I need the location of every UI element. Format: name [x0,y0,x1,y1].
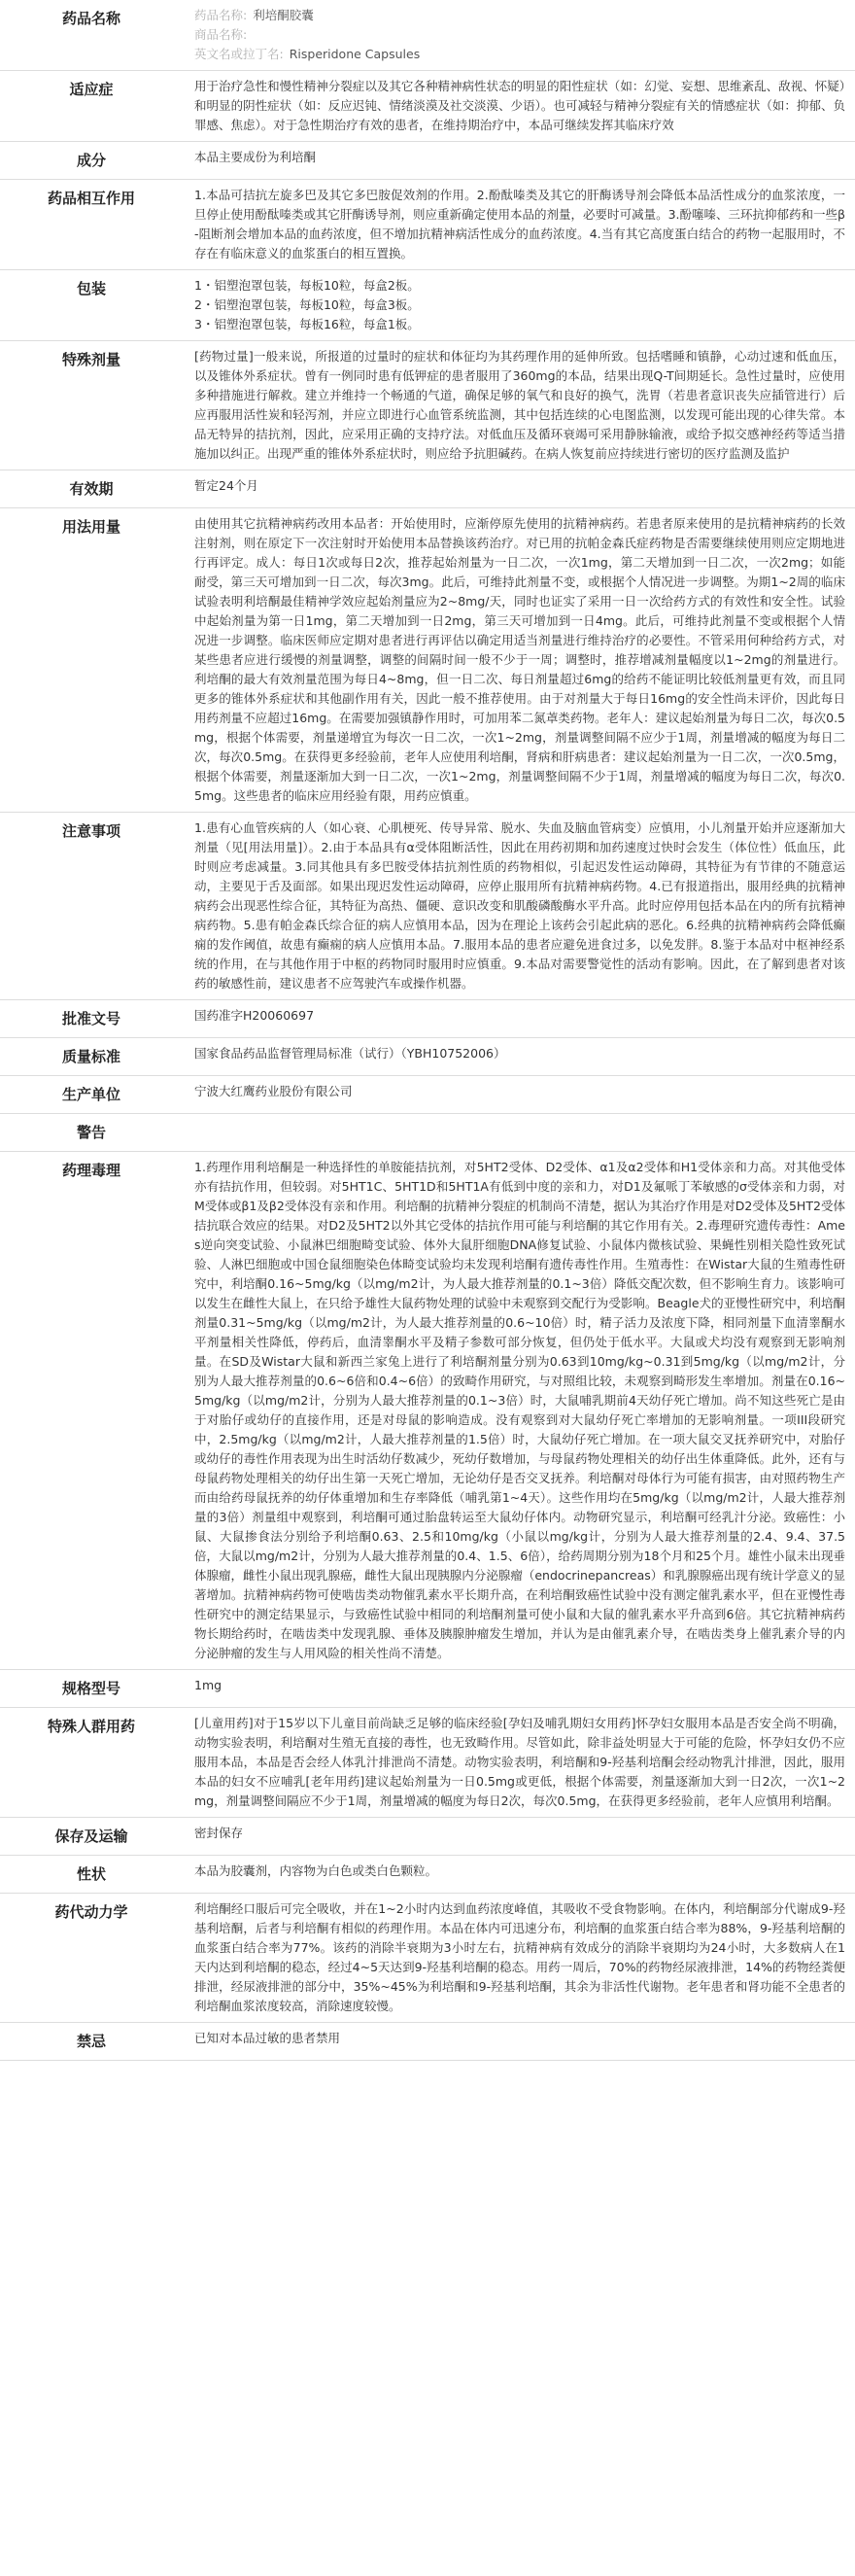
generic-name-label: 药品名称: [194,8,248,22]
manufacturer-text: 宁波大红鹰药业股份有限公司 [183,1076,855,1114]
row-precautions [0,813,855,1000]
row-label: 药品名称 [0,0,183,71]
row-ingredients [0,142,855,180]
drug-names [183,0,855,71]
row-label: 成分 [0,142,183,180]
row-label: 药代动力学 [0,1894,183,2023]
row-label: 性状 [0,1856,183,1894]
row-label: 批准文号 [0,1000,183,1038]
dosage-administration-text: 由使用其它抗精神病药改用本品者：开始使用时，应渐停原先使用的抗精神病药。若患者原来使用的是抗精神病药的长效注射剂，则在原定下一次注射时开始使用本品替换该药治疗。对已用的抗帕金森氏症药物是否需要继续使用则应定期地进行再评定。成人：每日1次或每日2次，推荐起始剂量为一日二次，一次1mg，第二天增加到一日二次，一次2mg；如能耐受，第三天可增加到一日二次，每次3mg。此后，可维持此剂量不变，或根据个人情况进一步调整。为期1~2周的临床试验表明利培酮最佳精神学效应起始剂量应为2~8mg/天，同时也证实了采用一日一次给药方式的有效性和安全性。试验中起始剂量为第一日1mg，第二天增加到一日2mg，第三天可增加到一日4mg。此后，可维持此剂量不变或根据个人情况进一步调整。临床医师应定期对患者进行再评估以确定用适当剂量进行维持治疗的必要性。不管采用何种给药方式，对某些患者应进行缓慢的剂量调整，调整的间隔时间一般不少于一周；调整时，推荐增减剂量幅度以1~2mg的剂量进行。利培酮的最大有效剂量范围为每日4~8mg，但一日二次、每日剂量超过6mg的给药不能证明比较低剂量更有效，而且同更多的锥体外系症状和其他副作用有关，因此一般不推荐使用。由于对剂量大于每日16mg的安全性尚未评价，因此每日用药剂量不应超过16mg。在需要加强镇静作用时，可加用苯二氮䓬类药物。老年人：建议起始剂量为每日二次，每次0.5mg，根据个体需要，剂量递增宜为每次一日二次，一次1~2mg，剂量调整间隔不应少于1周，剂量增减的幅度为每日二次，每次0.5mg。在获得更多经验前，老年人应使用利培酮，肾病和肝病患者：建议起始剂量为一日二次，一次0.5mg，根据个体需要，剂量逐渐加大到一日二次，一次1~2mg，剂量调整间隔不少于1周，剂量增减的幅度为每日二次，每次0.5mg。这些患者的临床应用经验有限，用药应慎重。 [183,508,855,813]
row-label: 生产单位 [0,1076,183,1114]
indications-text: 用于治疗急性和慢性精神分裂症以及其它各种精神病性状态的明显的阳性症状（如：幻觉、妄想、思维紊乱、敌视、怀疑）和明显的阴性症状（如：反应迟钝、情绪淡漠及社交淡漠、少语）。也可减轻与精神分裂症有关的情感症状（如：抑郁、负罪感、焦虑）。对于急性期治疗有效的患者，在维持期治疗中，本品可继续发挥其临床疗效 [183,71,855,142]
packaging-line: 3・铝塑泡罩包装，每板16粒，每盒1板。 [194,317,420,331]
packaging-line: 2・铝塑泡罩包装，每板10粒，每盒3板。 [194,297,420,312]
warning-text [183,1114,855,1152]
precautions-text: 1.患有心血管疾病的人（如心衰、心肌梗死、传导异常、脱水、失血及脑血管病变）应慎用，小儿剂量开始并应逐渐加大剂量（见[用法用量]）。2.由于本品具有α受体阻断活性，因此在用药初期和加药速度过快时会发生（体位性）低血压，此时则应考虑减量。3.同其他具有多巴胺受体拮抗剂性质的药物相似，引起迟发性运动障碍，其特征为有节律的不随意运动，主要见于舌及面部。如果出现迟发性运动障碍，应停止服用所有抗精神病药物。4.已有报道指出，服用经典的抗精神病药会出现恶性综合征，其特征为高热、僵硬、意识改变和肌酸磷酸酶水平升高。此时应停用包括本品在内的所有抗精神病药物。5.患有帕金森氏综合征的病人应慎用本品，因为在理论上该药会引起此病的恶化。6.经典的抗精神病药会降低癫痫的发作阈值，故患有癫痫的病人应慎用本品。7.服用本品的患者应避免进食过多，以免发胖。8.鉴于本品对中枢神经系统的作用，在与其他作用于中枢的药物同时服用时应慎重。9.本品对需要警觉性的活动有影响。因此，在了解到患者对该药的敏感性前，建议患者不应驾驶汽车或操作机器。 [183,813,855,1000]
row-pharmacokinetics [0,1894,855,2023]
row-label: 药品相互作用 [0,180,183,270]
row-drug-name [0,0,855,71]
pharmacology-toxicology-text: 1.药理作用利培酮是一种选择性的单胺能拮抗剂，对5HT2受体、D2受体、α1及α2受体和H1受体亲和力高。对其他受体亦有拮抗作用，但较弱。对5HT1C、5HT1D和5HT1A有低到中度的亲和力，对D1及氟哌丁苯敏感的σ受体亲和力弱，对M受体或β1及β2受体没有亲和作用。利培酮的抗精神分裂症的机制尚不清楚，据认为其治疗作用是对D2受体及5HT2受体拮抗联合效应的结果。对D2及5HT2以外其它受体的拮抗作用可能与利培酮的其它作用有关。2.毒理研究遗传毒性：Ames逆向突变试验、小鼠淋巴细胞畸变试验、体外大鼠肝细胞DNA修复试验、小鼠体内微核试验、果蝇性别相关隐性致死试验、人淋巴细胞或中国仓鼠细胞染色体畸变试验均未发现利培酮有遗传毒性作用。生殖毒性：在Wistar大鼠的生殖毒性研究中，利培酮0.16~5mg/kg（以mg/m2计，为人最大推荐剂量的0.1~3倍）降低交配次数，但不影响生育力。该影响可以发生在雌性大鼠上，在只给予雄性大鼠药物处理的试验中未观察到交配行为受影响。Beagle犬的亚慢性研究中，利培酮剂量0.31~5mg/kg（以mg/m2计，为人最大推荐剂量的0.6~10倍）时，精子活力及浓度下降，相同剂量下血清睾酮水平剂量相关性降低，停药后，血清睾酮水平及精子参数可部分恢复，但仍处于低水平。大鼠或犬均没有观察到无影响剂量。在SD及Wistar大鼠和新西兰家兔上进行了利培酮剂量分别为0.63到10mg/kg~0.31到5mg/kg（以mg/m2计，分别为人最大推荐剂量的0.6~6倍和0.4~6倍）的致畸作用研究，与对照组比较，未观察到畸形发生率增加。剂量在0.16~5mg/kg（以mg/m2计，分别为人最大推荐剂量的0.1~3倍）时，大鼠哺乳期前4天幼仔死亡增加。尚不知这些死亡是由于对胎仔或幼仔的直接作用，还是对母鼠的影响造成。没有观察到对大鼠幼仔死亡率增加的无影响剂量。一项III段研究中，2.5mg/kg（以mg/m2计，人最大推荐剂量的1.5倍）时，大鼠幼仔死亡增加。在一项大鼠交叉抚养研究中，对胎仔或幼仔的毒性作用表现为出生时活幼仔数减少，死幼仔数增加，与母鼠药物处理相关的幼仔出生体重降低。此外，还有与母鼠药物处理相关的幼仔出生第一天死亡增加，无论幼仔是否交叉抚养。利培酮对母体行为可能有损害，由对照药物生产而由给药母鼠抚养的幼仔体重增加和生存率降低（哺乳第1~4天）。这些作用均在5mg/kg（以mg/m2计，人最大推荐剂量的3倍）剂量组中观察到，利培酮可通过胎盘转运至大鼠幼仔体内。动物研究显示，利培酮可经乳汁分泌。致癌性：小鼠、大鼠掺食法分别给予利培酮0.63、2.5和10mg/kg（小鼠以mg/kg计，分别为人最大推荐剂量的2.4、9.4、37.5倍，大鼠以mg/m2计，分别为人最大推荐剂量的0.4、1.5、6倍），给药周期分别为18个月和25个月。雄性小鼠未出现垂体腺瘤，雌性小鼠出现乳腺癌，雌性大鼠出现胰腺内分泌腺瘤（endocrinepancreas）和乳腺腺癌出现有统计学意义的显著增加。抗精神病药物可使啮齿类动物催乳素水平长期升高，在利培酮致癌性试验中没有测定催乳素水平，但在亚慢性毒性研究中的测定结果显示，与致癌性试验中相同的利培酮剂量可使小鼠和大鼠的催乳素水平升高到6倍。其它抗精神病药物长期给药时，在啮齿类中发现乳腺、垂体及胰腺肿瘤发生增加，并认为是由催乳素介导，在啮齿类身上催乳素介导的内分泌肿瘤的发生与人用风险的相关性尚不清楚。 [183,1152,855,1670]
pharmacokinetics-text: 利培酮经口服后可完全吸收，并在1~2小时内达到血药浓度峰值，其吸收不受食物影响。在体内，利培酮部分代谢成9-羟基利培酮，后者与利培酮有相似的药理作用。本品在体内可迅速分布，利培酮的血浆蛋白结合率为88%，9-羟基利培酮的血浆蛋白结合率为77%。该药的消除半衰期为3小时左右，抗精神病有效成分的消除半衰期均为24小时，大多数病人在1天内达到利培酮的稳态，经过4~5天达到9-羟基利培酮的稳态。用药一周后，70%的药物经尿液排泄，14%的药物经粪便排泄，经尿液排泄的部分中，35%~45%为利培酮和9-羟基利培酮，其余为非活性代谢物。老年患者和肾功能不全患者的利培酮血浆浓度较高，消除速度较慢。 [183,1894,855,2023]
row-approval-number [0,1000,855,1038]
row-storage-transport [0,1818,855,1856]
specification-text: 1mg [183,1670,855,1708]
drug-interactions-text: 1.本品可拮抗左旋多巴及其它多巴胺促效剂的作用。2.酚酞嗪类及其它的肝酶诱导剂会降低本品活性成分的血浆浓度，一旦停止使用酚酞嗪类或其它肝酶诱导剂，则应重新确定使用本品的剂量，必要时可减量。3.酚噻嗪、三环抗抑郁药和一些β-阻断剂会增加本品的血药浓度，但不增加抗精神病活性成分的血药浓度。4.当有其它高度蛋白结合的药物一起服用时，不存在有临床意义的血浆蛋白的相互置换。 [183,180,855,270]
shelf-life-text: 暂定24个月 [183,470,855,508]
trade-name-line [194,25,845,45]
quality-standard-text: 国家食品药品监督管理局标准（试行）（YBH10752006） [183,1038,855,1076]
row-label: 注意事项 [0,813,183,1000]
row-quality-standard [0,1038,855,1076]
storage-transport-text: 密封保存 [183,1818,855,1856]
description-text: 本品为胶囊剂，内容物为白色或类白色颗粒。 [183,1856,855,1894]
row-dosage-administration [0,508,855,813]
row-label: 规格型号 [0,1670,183,1708]
contraindications-text: 已知对本品过敏的患者禁用 [183,2023,855,2061]
row-label: 警告 [0,1114,183,1152]
row-label: 保存及运输 [0,1818,183,1856]
row-label: 适应症 [0,71,183,142]
row-special-dosage [0,341,855,470]
row-description [0,1856,855,1894]
row-label: 禁忌 [0,2023,183,2061]
row-label: 特殊剂量 [0,341,183,470]
row-label: 特殊人群用药 [0,1708,183,1818]
row-special-populations [0,1708,855,1818]
approval-number-text: 国药准字H20060697 [183,1000,855,1038]
row-label: 包装 [0,270,183,341]
row-pharmacology-toxicology [0,1152,855,1670]
english-name-line [194,45,845,64]
row-shelf-life [0,470,855,508]
row-contraindications [0,2023,855,2061]
row-manufacturer [0,1076,855,1114]
row-specification [0,1670,855,1708]
row-packaging [0,270,855,341]
special-populations-text: [儿童用药]对于15岁以下儿童目前尚缺乏足够的临床经验[孕妇及哺乳期妇女用药]怀孕妇女服用本品是否安全尚不明确，动物实验表明，利培酮对生殖无直接的毒性，也无致畸作用。尽管如此，除非益处明显大于可能的危险，怀孕妇女仍不应服用本品，本品是否会经人体乳汁排泄尚不清楚。动物实验表明，利培酮和9-羟基利培酮会经动物乳汁排泄，因此，服用本品的妇女不应哺乳[老年用药]建议起始剂量为一日0.5mg或更低，根据个体需要，剂量逐渐加大到一日2次，一次1~2mg，剂量调整间隔应不少于1周，剂量增减的幅度为每日2次，每次0.5mg，在获得更多经验前，老年人应慎用利培酮。 [183,1708,855,1818]
row-label: 药理毒理 [0,1152,183,1670]
row-warning [0,1114,855,1152]
row-label: 有效期 [0,470,183,508]
packaging-line: 1・铝塑泡罩包装，每板10粒，每盒2板。 [194,278,420,293]
row-label: 质量标准 [0,1038,183,1076]
generic-name-value: 利培酮胶囊 [253,8,314,22]
generic-name-line [194,6,845,25]
special-dosage-text: [药物过量]一般来说，所报道的过量时的症状和体征均为其药理作用的延伸所致。包括嗜睡和镇静，心动过速和低血压，以及锥体外系症状。曾有一例同时患有低钾症的患者服用了360mg的本品，结果出现Q-T间期延长。急性过量时，应使用多种措施进行解救。建立并维持一个畅通的气道，确保足够的氧气和良好的换气，洗胃（若患者意识丧失应插管进行）后应再服用活性炭和轻泻剂，并应立即进行心血管系统监测，其中包括连续的心电图监测，以发现可能出现的心律失常。本品无特异的拮抗剂，因此，应采用正确的支持疗法。对低血压及循环衰竭可采用静脉输液，或给予拟交感神经药等适当措施加以纠正。出现严重的锥体外系症状时，则应给予抗胆碱药。在病人恢复前应持续进行密切的医疗监测及监护 [183,341,855,470]
row-indications [0,71,855,142]
trade-name-label: 商品名称: [194,27,248,42]
english-name-value: Risperidone Capsules [289,47,421,61]
english-name-label: 英文名或拉丁名: [194,47,284,61]
row-drug-interactions [0,180,855,270]
packaging-list [183,270,855,341]
ingredients-text: 本品主要成份为利培酮 [183,142,855,180]
row-label: 用法用量 [0,508,183,813]
